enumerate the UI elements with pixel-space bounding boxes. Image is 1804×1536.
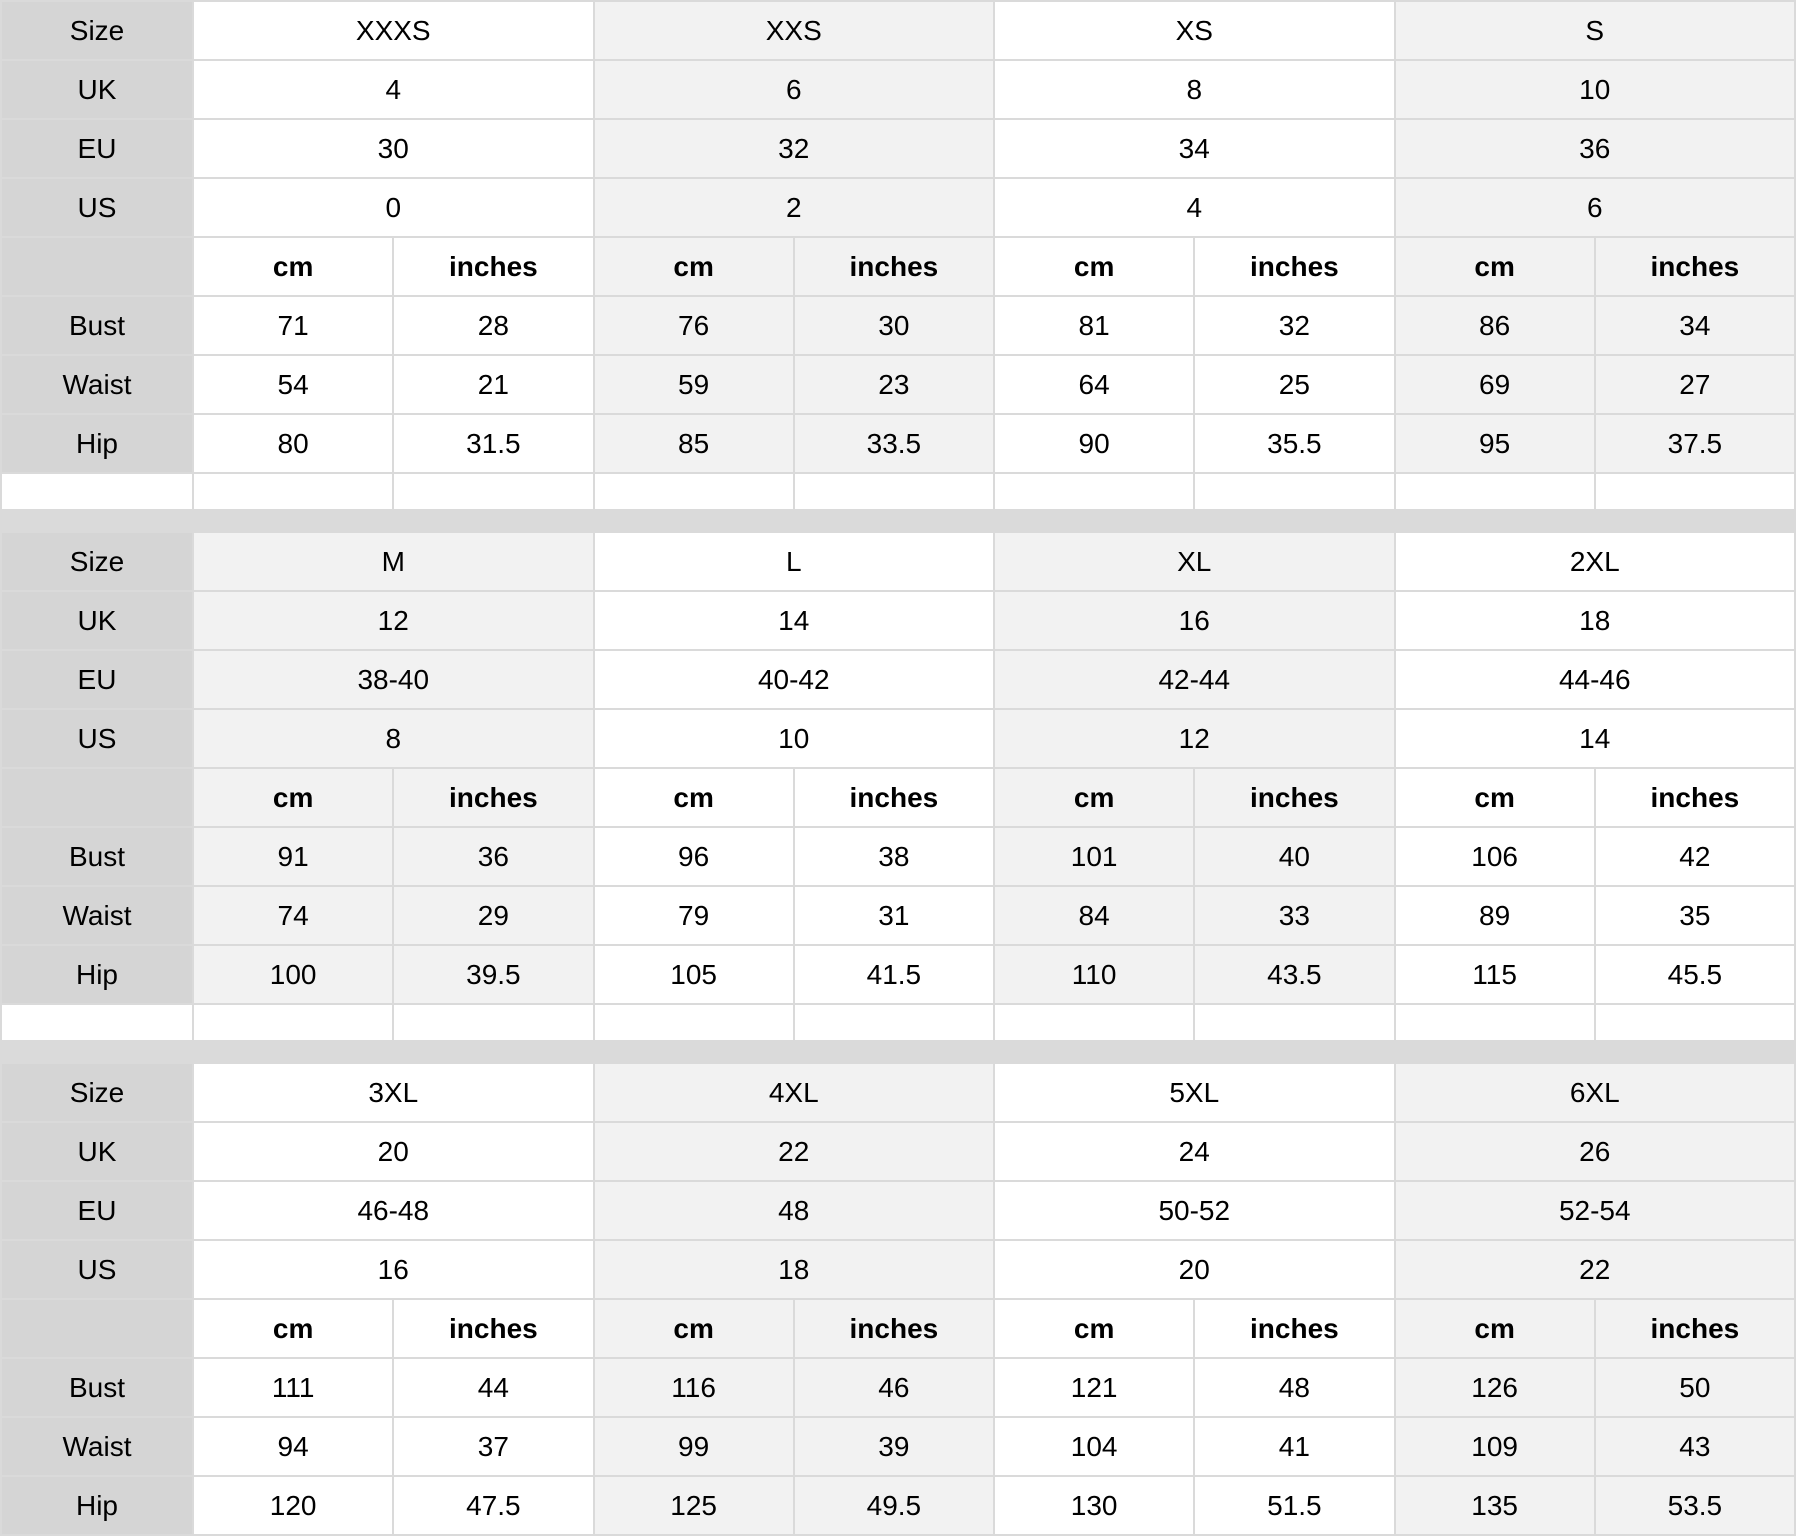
unit-header-inches: inches: [1596, 238, 1794, 295]
unit-header-inches: inches: [1195, 769, 1393, 826]
hip-cm-value: 80: [194, 415, 392, 472]
uk-value: 20: [194, 1123, 593, 1180]
waist-cm-value: 109: [1396, 1418, 1594, 1475]
unit-header-cm: cm: [194, 1300, 392, 1357]
eu-value: 42-44: [995, 651, 1394, 708]
row-label-us: US: [2, 710, 192, 767]
separator-cell: [995, 474, 1193, 509]
waist-cm-value: 84: [995, 887, 1193, 944]
size-group-label: L: [595, 533, 994, 590]
size-group-label: 4XL: [595, 1064, 994, 1121]
bust-inches-value: 50: [1596, 1359, 1794, 1416]
separator-cell: [394, 1005, 592, 1040]
unit-header-cm: cm: [1396, 1300, 1594, 1357]
us-value: 20: [995, 1241, 1394, 1298]
eu-value: 50-52: [995, 1182, 1394, 1239]
separator-cell: [2, 1005, 192, 1040]
unit-header-cm: cm: [995, 769, 1193, 826]
row-label-size: Size: [2, 533, 192, 590]
unit-header-inches: inches: [1195, 238, 1393, 295]
us-value: 16: [194, 1241, 593, 1298]
separator-cell: [1396, 1005, 1594, 1040]
waist-cm-value: 69: [1396, 356, 1594, 413]
hip-inches-value: 51.5: [1195, 1477, 1393, 1534]
waist-cm-value: 79: [595, 887, 793, 944]
measure-label-waist: Waist: [2, 1418, 192, 1475]
size-group-label: XL: [995, 533, 1394, 590]
units-row-label: [2, 238, 192, 295]
uk-value: 16: [995, 592, 1394, 649]
measure-label-hip: Hip: [2, 946, 192, 1003]
bust-cm-value: 81: [995, 297, 1193, 354]
separator-cell: [795, 1005, 993, 1040]
hip-cm-value: 105: [595, 946, 793, 1003]
row-label-us: US: [2, 1241, 192, 1298]
us-value: 0: [194, 179, 593, 236]
waist-cm-value: 99: [595, 1418, 793, 1475]
separator-cell: [1396, 474, 1594, 509]
unit-header-cm: cm: [595, 238, 793, 295]
hip-inches-value: 33.5: [795, 415, 993, 472]
row-label-uk: UK: [2, 592, 192, 649]
eu-value: 36: [1396, 120, 1795, 177]
hip-cm-value: 110: [995, 946, 1193, 1003]
separator-cell: [194, 474, 392, 509]
bust-cm-value: 86: [1396, 297, 1594, 354]
uk-value: 6: [595, 61, 994, 118]
separator-cell: [595, 474, 793, 509]
waist-inches-value: 27: [1596, 356, 1794, 413]
measure-label-bust: Bust: [2, 1359, 192, 1416]
waist-cm-value: 74: [194, 887, 392, 944]
uk-value: 14: [595, 592, 994, 649]
bust-inches-value: 48: [1195, 1359, 1393, 1416]
separator-cell: [2, 474, 192, 509]
hip-inches-value: 53.5: [1596, 1477, 1794, 1534]
waist-inches-value: 33: [1195, 887, 1393, 944]
separator-cell: [1195, 1005, 1393, 1040]
eu-value: 38-40: [194, 651, 593, 708]
unit-header-cm: cm: [194, 769, 392, 826]
unit-header-inches: inches: [795, 238, 993, 295]
uk-value: 10: [1396, 61, 1795, 118]
unit-header-cm: cm: [995, 1300, 1193, 1357]
eu-value: 34: [995, 120, 1394, 177]
eu-value: 32: [595, 120, 994, 177]
size-group-label: XXXS: [194, 2, 593, 59]
uk-value: 4: [194, 61, 593, 118]
measure-label-waist: Waist: [2, 356, 192, 413]
bust-inches-value: 46: [795, 1359, 993, 1416]
waist-inches-value: 39: [795, 1418, 993, 1475]
bust-cm-value: 71: [194, 297, 392, 354]
bust-inches-value: 42: [1596, 828, 1794, 885]
us-value: 8: [194, 710, 593, 767]
waist-inches-value: 41: [1195, 1418, 1393, 1475]
bust-cm-value: 126: [1396, 1359, 1594, 1416]
row-label-eu: EU: [2, 1182, 192, 1239]
separator-cell: [1596, 474, 1794, 509]
size-group-label: 6XL: [1396, 1064, 1795, 1121]
uk-value: 18: [1396, 592, 1795, 649]
size-group-label: XXS: [595, 2, 994, 59]
measure-label-bust: Bust: [2, 297, 192, 354]
hip-cm-value: 90: [995, 415, 1193, 472]
size-group-label: 2XL: [1396, 533, 1795, 590]
row-label-uk: UK: [2, 61, 192, 118]
us-value: 4: [995, 179, 1394, 236]
us-value: 18: [595, 1241, 994, 1298]
hip-cm-value: 100: [194, 946, 392, 1003]
row-label-eu: EU: [2, 120, 192, 177]
unit-header-inches: inches: [1596, 1300, 1794, 1357]
size-group-label: M: [194, 533, 593, 590]
waist-inches-value: 35: [1596, 887, 1794, 944]
measure-label-hip: Hip: [2, 1477, 192, 1534]
waist-inches-value: 23: [795, 356, 993, 413]
waist-inches-value: 29: [394, 887, 592, 944]
unit-header-cm: cm: [595, 1300, 793, 1357]
waist-inches-value: 31: [795, 887, 993, 944]
units-row-label: [2, 1300, 192, 1357]
unit-header-cm: cm: [595, 769, 793, 826]
us-value: 6: [1396, 179, 1795, 236]
unit-header-inches: inches: [394, 769, 592, 826]
unit-header-cm: cm: [995, 238, 1193, 295]
eu-value: 30: [194, 120, 593, 177]
bust-inches-value: 28: [394, 297, 592, 354]
eu-value: 40-42: [595, 651, 994, 708]
row-label-uk: UK: [2, 1123, 192, 1180]
hip-cm-value: 95: [1396, 415, 1594, 472]
bust-cm-value: 91: [194, 828, 392, 885]
uk-value: 26: [1396, 1123, 1795, 1180]
units-row-label: [2, 769, 192, 826]
separator-cell: [1596, 1005, 1794, 1040]
size-group-label: 3XL: [194, 1064, 593, 1121]
waist-cm-value: 64: [995, 356, 1193, 413]
row-label-size: Size: [2, 2, 192, 59]
size-group-label: XS: [995, 2, 1394, 59]
row-label-size: Size: [2, 1064, 192, 1121]
unit-header-inches: inches: [795, 1300, 993, 1357]
separator-cell: [194, 1005, 392, 1040]
uk-value: 12: [194, 592, 593, 649]
hip-inches-value: 35.5: [1195, 415, 1393, 472]
eu-value: 48: [595, 1182, 994, 1239]
waist-cm-value: 94: [194, 1418, 392, 1475]
hip-inches-value: 37.5: [1596, 415, 1794, 472]
bust-cm-value: 121: [995, 1359, 1193, 1416]
hip-inches-value: 41.5: [795, 946, 993, 1003]
us-value: 2: [595, 179, 994, 236]
hip-inches-value: 45.5: [1596, 946, 1794, 1003]
separator-cell: [394, 474, 592, 509]
us-value: 12: [995, 710, 1394, 767]
hip-inches-value: 47.5: [394, 1477, 592, 1534]
unit-header-cm: cm: [1396, 769, 1594, 826]
unit-header-cm: cm: [194, 238, 392, 295]
uk-value: 8: [995, 61, 1394, 118]
separator-cell: [1195, 474, 1393, 509]
waist-inches-value: 43: [1596, 1418, 1794, 1475]
bust-inches-value: 30: [795, 297, 993, 354]
measure-label-hip: Hip: [2, 415, 192, 472]
hip-cm-value: 130: [995, 1477, 1193, 1534]
bust-inches-value: 38: [795, 828, 993, 885]
waist-cm-value: 59: [595, 356, 793, 413]
bust-cm-value: 111: [194, 1359, 392, 1416]
waist-inches-value: 25: [1195, 356, 1393, 413]
measure-label-bust: Bust: [2, 828, 192, 885]
eu-value: 46-48: [194, 1182, 593, 1239]
waist-inches-value: 21: [394, 356, 592, 413]
bust-inches-value: 44: [394, 1359, 592, 1416]
hip-inches-value: 39.5: [394, 946, 592, 1003]
waist-inches-value: 37: [394, 1418, 592, 1475]
hip-inches-value: 49.5: [795, 1477, 993, 1534]
row-label-eu: EU: [2, 651, 192, 708]
unit-header-cm: cm: [1396, 238, 1594, 295]
separator-cell: [795, 474, 993, 509]
hip-cm-value: 125: [595, 1477, 793, 1534]
hip-cm-value: 85: [595, 415, 793, 472]
us-value: 10: [595, 710, 994, 767]
hip-cm-value: 120: [194, 1477, 392, 1534]
eu-value: 52-54: [1396, 1182, 1795, 1239]
eu-value: 44-46: [1396, 651, 1795, 708]
separator-cell: [595, 1005, 793, 1040]
unit-header-inches: inches: [394, 238, 592, 295]
unit-header-inches: inches: [1596, 769, 1794, 826]
separator-cell: [995, 1005, 1193, 1040]
uk-value: 22: [595, 1123, 994, 1180]
bust-cm-value: 101: [995, 828, 1193, 885]
bust-inches-value: 36: [394, 828, 592, 885]
hip-inches-value: 31.5: [394, 415, 592, 472]
us-value: 14: [1396, 710, 1795, 767]
unit-header-inches: inches: [394, 1300, 592, 1357]
measure-label-waist: Waist: [2, 887, 192, 944]
bust-cm-value: 76: [595, 297, 793, 354]
bust-cm-value: 106: [1396, 828, 1594, 885]
hip-cm-value: 115: [1396, 946, 1594, 1003]
bust-inches-value: 40: [1195, 828, 1393, 885]
bust-inches-value: 34: [1596, 297, 1794, 354]
unit-header-inches: inches: [1195, 1300, 1393, 1357]
waist-cm-value: 104: [995, 1418, 1193, 1475]
hip-cm-value: 135: [1396, 1477, 1594, 1534]
hip-inches-value: 43.5: [1195, 946, 1393, 1003]
bust-inches-value: 32: [1195, 297, 1393, 354]
row-label-us: US: [2, 179, 192, 236]
us-value: 22: [1396, 1241, 1795, 1298]
size-group-label: 5XL: [995, 1064, 1394, 1121]
unit-header-inches: inches: [795, 769, 993, 826]
waist-cm-value: 54: [194, 356, 392, 413]
uk-value: 24: [995, 1123, 1394, 1180]
size-group-label: S: [1396, 2, 1795, 59]
waist-cm-value: 89: [1396, 887, 1594, 944]
bust-cm-value: 96: [595, 828, 793, 885]
bust-cm-value: 116: [595, 1359, 793, 1416]
